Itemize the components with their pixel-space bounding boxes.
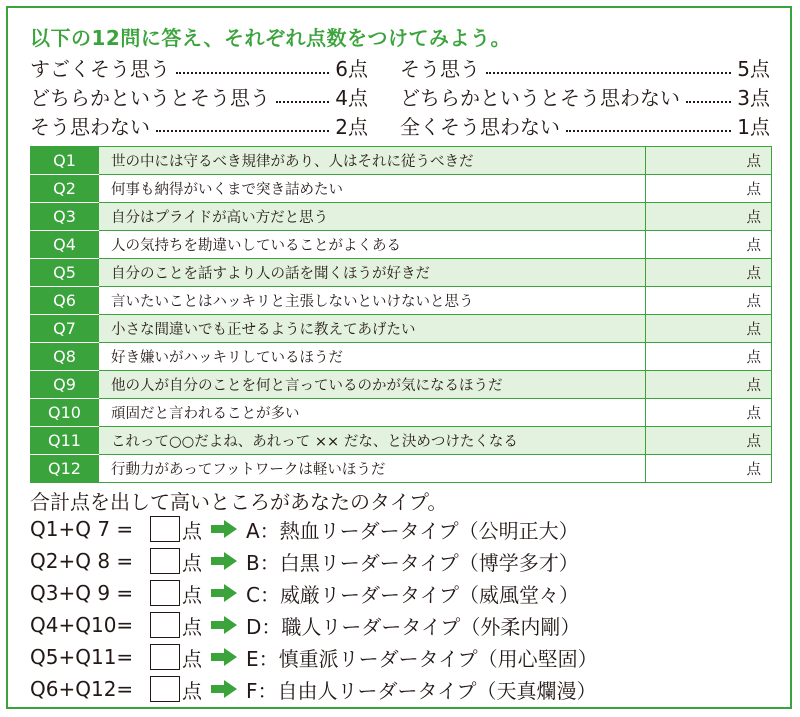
question-number: Q1 — [31, 147, 99, 175]
scale-label: どちらかというとそう思う — [30, 86, 270, 110]
question-text: 言いたいことはハッキリと主張しないといけないと思う — [99, 287, 646, 315]
score-cell[interactable]: 点 — [646, 455, 772, 483]
leader-dots — [486, 72, 731, 74]
calc-unit: 点 — [182, 582, 202, 607]
question-text: 自分はプライドが高い方だと思う — [99, 203, 646, 231]
scale-row — [30, 82, 770, 111]
question-row — [31, 343, 772, 371]
scale-points: 4点 — [335, 86, 368, 110]
question-number: Q8 — [31, 343, 99, 371]
type-result: C：威厳リーダータイプ（威風堂々） — [246, 582, 579, 607]
total-input-box[interactable] — [150, 548, 180, 574]
score-cell[interactable]: 点 — [646, 175, 772, 203]
question-number: Q6 — [31, 287, 99, 315]
question-number: Q10 — [31, 399, 99, 427]
question-row — [31, 315, 772, 343]
calc-row — [30, 673, 598, 705]
question-row — [31, 427, 772, 455]
arrow-right-icon — [210, 615, 238, 635]
calc-unit: 点 — [182, 518, 202, 543]
leader-dots — [566, 130, 731, 132]
calc-formula: Q2+Q 8 = — [30, 549, 134, 573]
scale-item — [400, 82, 770, 111]
score-cell[interactable]: 点 — [646, 371, 772, 399]
scale-points: 1点 — [737, 115, 770, 139]
scale-points: 6点 — [335, 57, 368, 81]
calc-row — [30, 545, 598, 577]
calc-formula: Q4+Q10= — [30, 613, 134, 637]
scale-points: 5点 — [737, 57, 770, 81]
type-result: B：白黒リーダータイプ（博学多才） — [246, 550, 579, 575]
leader-dots — [276, 101, 329, 103]
calc-unit: 点 — [182, 550, 202, 575]
question-text: 好き嫌いがハッキリしているほうだ — [99, 343, 646, 371]
arrow-right-icon — [210, 551, 238, 571]
type-result: A：熱血リーダータイプ（公明正大） — [246, 518, 579, 543]
arrow-right-icon — [210, 583, 238, 603]
scale-label: そう思う — [400, 57, 480, 81]
scale-item — [30, 82, 368, 111]
total-input-box[interactable] — [150, 612, 180, 638]
arrow-right-icon — [210, 679, 238, 699]
question-row — [31, 399, 772, 427]
question-number: Q9 — [31, 371, 99, 399]
scale-label: どちらかというとそう思わない — [400, 86, 680, 110]
type-calculation — [30, 513, 598, 705]
calc-row — [30, 513, 598, 545]
question-row — [31, 371, 772, 399]
question-text: 小さな間違いでも正せるように教えてあげたい — [99, 315, 646, 343]
score-cell[interactable]: 点 — [646, 315, 772, 343]
type-result: F：自由人リーダータイプ（天真爛漫） — [246, 678, 597, 703]
scale-points: 2点 — [335, 115, 368, 139]
calc-formula: Q5+Q11= — [30, 645, 134, 669]
question-row — [31, 203, 772, 231]
question-text: 自分のことを話すより人の話を聞くほうが好きだ — [99, 259, 646, 287]
question-text: 行動力があってフットワークは軽いほうだ — [99, 455, 646, 483]
question-text: 何事も納得がいくまで突き詰めたい — [99, 175, 646, 203]
question-row — [31, 287, 772, 315]
scale-label: すごくそう思う — [30, 57, 170, 81]
scale-row — [30, 53, 770, 82]
score-cell[interactable]: 点 — [646, 259, 772, 287]
question-row — [31, 231, 772, 259]
question-number: Q11 — [31, 427, 99, 455]
calc-formula: Q6+Q12= — [30, 677, 134, 701]
question-table — [30, 146, 772, 483]
type-result: D：職人リーダータイプ（外柔内剛） — [246, 614, 581, 639]
total-input-box[interactable] — [150, 676, 180, 702]
scale-points: 3点 — [737, 86, 770, 110]
score-cell[interactable]: 点 — [646, 287, 772, 315]
scale-item — [30, 53, 368, 82]
scale-label: 全くそう思わない — [400, 115, 560, 139]
calc-unit: 点 — [182, 678, 202, 703]
calc-formula: Q3+Q 9 = — [30, 581, 134, 605]
result-instruction: 合計点を出して高いところがあなたのタイプ。 — [30, 490, 448, 514]
arrow-right-icon — [210, 647, 238, 667]
question-number: Q3 — [31, 203, 99, 231]
type-result: E：慎重派リーダータイプ（用心堅固） — [246, 646, 598, 671]
question-number: Q2 — [31, 175, 99, 203]
scale-item — [30, 111, 368, 140]
total-input-box[interactable] — [150, 516, 180, 542]
question-number: Q7 — [31, 315, 99, 343]
leader-dots — [156, 130, 329, 132]
question-number: Q12 — [31, 455, 99, 483]
question-text: 他の人が自分のことを何と言っているのかが気になるほうだ — [99, 371, 646, 399]
question-row — [31, 175, 772, 203]
question-text: 頑固だと言われることが多い — [99, 399, 646, 427]
question-text: 世の中には守るべき規律があり、人はそれに従うべきだ — [99, 147, 646, 175]
scale-label: そう思わない — [30, 115, 150, 139]
score-cell[interactable]: 点 — [646, 343, 772, 371]
total-input-box[interactable] — [150, 644, 180, 670]
score-cell[interactable]: 点 — [646, 147, 772, 175]
question-text: 人の気持ちを勘違いしていることがよくある — [99, 231, 646, 259]
question-row — [31, 259, 772, 287]
score-cell[interactable]: 点 — [646, 231, 772, 259]
score-cell[interactable]: 点 — [646, 399, 772, 427]
scale-item — [400, 111, 770, 140]
calc-unit: 点 — [182, 614, 202, 639]
arrow-right-icon — [210, 519, 238, 539]
instruction-heading: 以下の12問に答え、それぞれ点数をつけてみよう。 — [30, 26, 512, 50]
calc-unit: 点 — [182, 646, 202, 671]
scale-item — [400, 53, 770, 82]
scoring-scale — [30, 53, 770, 140]
question-text: これって○○だよね、あれって ×× だな、と決めつけたくなる — [99, 427, 646, 455]
scale-row — [30, 111, 770, 140]
calc-row — [30, 609, 598, 641]
calc-row — [30, 577, 598, 609]
score-cell[interactable]: 点 — [646, 427, 772, 455]
question-number: Q4 — [31, 231, 99, 259]
calc-row — [30, 641, 598, 673]
score-cell[interactable]: 点 — [646, 203, 772, 231]
leader-dots — [686, 101, 731, 103]
leader-dots — [176, 72, 329, 74]
question-row — [31, 147, 772, 175]
question-row — [31, 455, 772, 483]
total-input-box[interactable] — [150, 580, 180, 606]
calc-formula: Q1+Q 7 = — [30, 517, 134, 541]
question-number: Q5 — [31, 259, 99, 287]
